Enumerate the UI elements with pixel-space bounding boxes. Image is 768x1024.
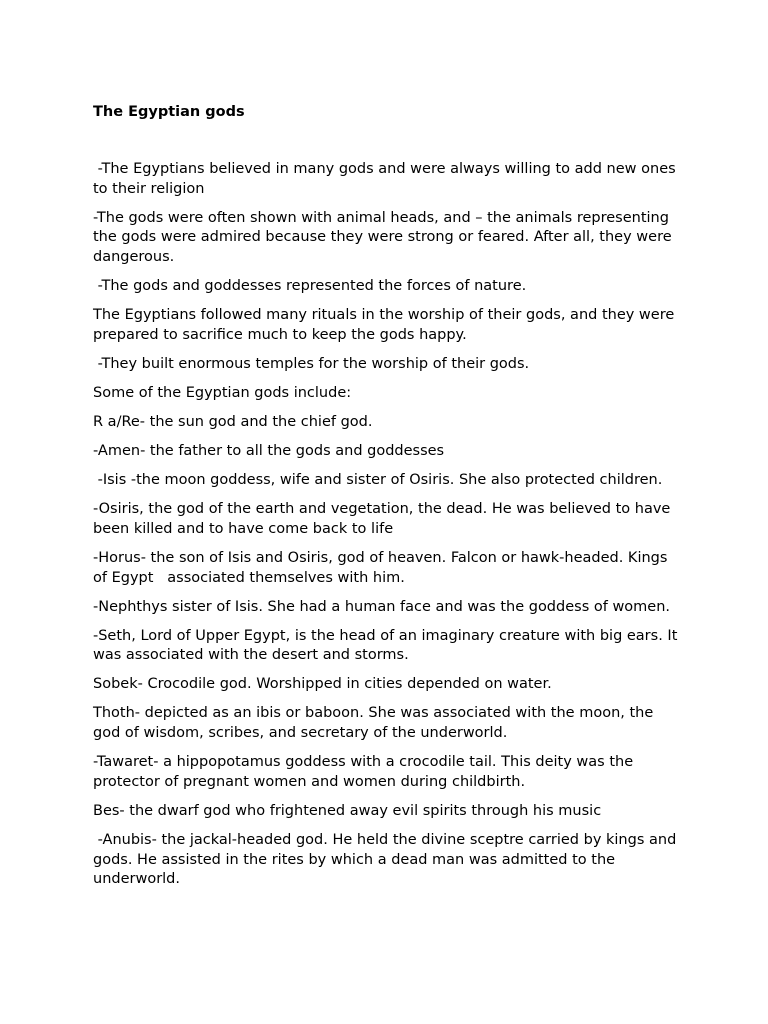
paragraph: -Tawaret- a hippopotamus goddess with a crocodile tail. This deity was the protector of pregnant women and women during childbirth.: [93, 754, 638, 790]
paragraph: Sobek- Crocodile god. Worshipped in cities depended on water.: [93, 676, 552, 693]
paragraph: The Egyptians followed many rituals in the worship of their gods, and they were prepared to sacrifice much to keep the gods happy.: [93, 307, 679, 343]
paragraph: -Seth, Lord of Upper Egypt, is the head of an imaginary creature with big ears. It was associated with the desert and storms.: [93, 627, 682, 664]
paragraph: -Nephthys sister of Isis. She had a human face and was the goddess of women.: [93, 598, 671, 615]
paragraph: R a/Re- the sun god and the chief god.: [93, 413, 373, 430]
paragraph: -The gods were often shown with animal heads, and – the animals representing the gods were admired because they were strong or feared. After all, they were dangerous.: [93, 209, 677, 265]
paragraph: -Horus- the son of Isis and Osiris, god of heaven. Falcon or hawk-headed. Kings of Egypt associated themselves with him.: [93, 549, 673, 586]
document-title: The Egyptian gods: [93, 104, 245, 120]
paragraph: -The gods and goddesses represented the forces of nature.: [93, 277, 527, 294]
paragraph: Some of the Egyptian gods include:: [93, 384, 352, 401]
paragraph: Thoth- depicted as an ibis or baboon. She was associated with the moon, the god of wisdom, scribes, and secretary of the underworld.: [93, 705, 658, 742]
document-page: [93, 102, 683, 899]
paragraph: Bes- the dwarf god who frightened away evil spirits through his music: [93, 802, 602, 819]
paragraph: -Anubis- the jackal-headed god. He held the divine sceptre carried by kings and gods. He assisted in the rites by which a dead man was admitted to the underworld.: [93, 831, 681, 888]
paragraph: -Amen- the father to all the gods and goddesses: [93, 443, 445, 460]
paragraph: -Osiris, the god of the earth and vegetation, the dead. He was believed to have been killed and to have come back to life: [93, 501, 675, 537]
paragraph: -The Egyptians believed in many gods and were always willing to add new ones to their religion: [93, 161, 681, 197]
paragraph: -They built enormous temples for the worship of their gods.: [93, 355, 530, 372]
paragraph: -Isis -the moon goddess, wife and sister of Osiris. She also protected children.: [93, 472, 663, 489]
